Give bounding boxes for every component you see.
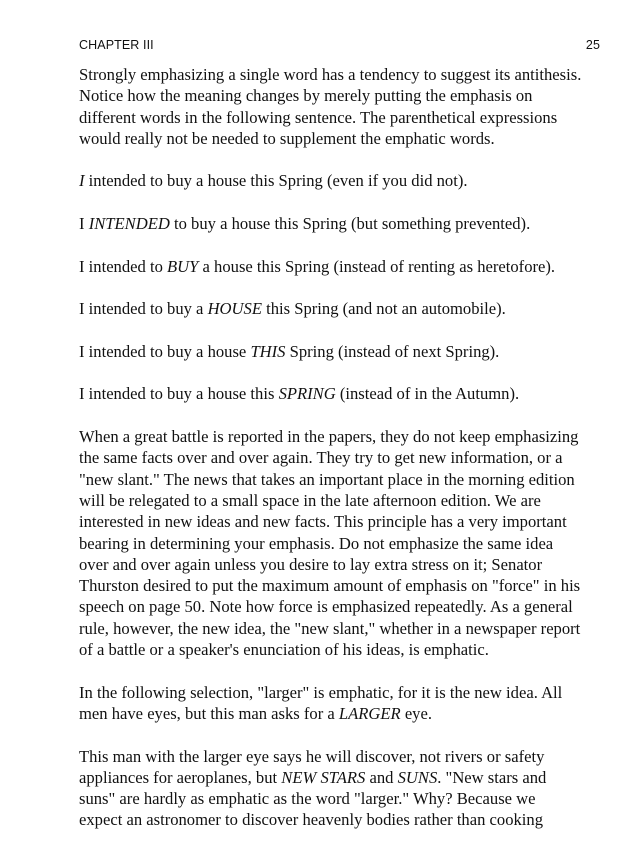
emphasized-word: SPRING bbox=[278, 384, 336, 404]
text-line: different words in the following sentence. The parenthetical expressions bbox=[79, 107, 558, 127]
example-text: I intended to buy a house bbox=[79, 341, 251, 361]
text-line: When a great battle is reported in the papers, they do not keep emphasizing bbox=[79, 427, 579, 447]
text-line: speech on page 50. Note how force is emphasized repeatedly. As a general bbox=[79, 597, 573, 617]
example-text: I intended to buy a bbox=[79, 299, 208, 319]
emphasized-word: SUNS bbox=[397, 767, 438, 787]
paragraph-battle bbox=[79, 426, 619, 660]
text-line: over and over again unless you desire to lay extra stress on it; Senator bbox=[79, 554, 543, 574]
example-text: I intended to bbox=[79, 256, 168, 276]
body-text bbox=[79, 64, 619, 852]
example-sentence-4 bbox=[79, 298, 619, 319]
page-number: 25 bbox=[585, 38, 600, 52]
example-text: this Spring (and not an automobile). bbox=[261, 299, 506, 319]
emphasized-word: LARGER bbox=[338, 703, 401, 723]
example-text: Spring (instead of next Spring). bbox=[285, 341, 500, 361]
line-text: eye. bbox=[400, 703, 432, 723]
line-text: men have eyes, but this man asks for a bbox=[79, 703, 339, 723]
example-text: intended to buy a house this Spring (even if you did not). bbox=[84, 171, 468, 191]
line-text: . "New stars and bbox=[437, 767, 547, 787]
text-line: Strongly emphasizing a single word has a tendency to suggest its antithesis. bbox=[79, 65, 582, 84]
paragraph-astronomer bbox=[79, 746, 619, 831]
text-line: In the following selection, "larger" is emphatic, for it is the new idea. All bbox=[79, 682, 563, 702]
text-line: expect an astronomer to discover heavenly bodies rather than cooking bbox=[79, 810, 544, 830]
text-line: the same facts over and over again. They try to get new information, or a bbox=[79, 448, 563, 468]
example-text: to buy a house this Spring (but something prevented). bbox=[169, 214, 531, 234]
example-sentence-6 bbox=[79, 383, 619, 404]
text-line: Notice how the meaning changes by merely putting the emphasis on bbox=[79, 86, 533, 106]
line-text: and bbox=[365, 767, 398, 787]
text-line bbox=[79, 703, 619, 724]
text-line: will be relegated to a small space in the late afternoon edition. We are bbox=[79, 490, 541, 510]
example-sentence-3 bbox=[79, 256, 619, 277]
emphasized-word: HOUSE bbox=[207, 299, 262, 319]
emphasized-word: INTENDED bbox=[88, 214, 170, 234]
example-text: a house this Spring (instead of renting as heretofore). bbox=[198, 256, 556, 276]
text-line: Thurston desired to put the maximum amount of emphasis on "force" in his bbox=[79, 576, 581, 596]
text-line: suns" are hardly as emphatic as the word "larger." Why? Because we bbox=[79, 789, 536, 809]
paragraph-larger bbox=[79, 682, 619, 725]
paragraph-intro bbox=[79, 64, 619, 149]
line-text: appliances for aeroplanes, but bbox=[79, 767, 282, 787]
example-text: (instead of in the Autumn). bbox=[335, 384, 520, 404]
chapter-title: CHAPTER III bbox=[79, 38, 154, 52]
emphasized-word: I bbox=[79, 171, 85, 191]
text-line: would really not be needed to supplement the emphatic words. bbox=[79, 128, 495, 148]
example-sentence-2 bbox=[79, 213, 619, 234]
text-line: This man with the larger eye says he will discover, not rivers or safety bbox=[79, 746, 545, 766]
example-sentence-5 bbox=[79, 341, 619, 362]
example-text: I bbox=[79, 214, 89, 234]
text-line: "new slant." The news that takes an important place in the morning edition bbox=[79, 469, 575, 489]
example-text: I intended to buy a house this bbox=[79, 384, 279, 404]
text-line: rule, however, the new idea, the "new slant," whether in a newspaper report bbox=[79, 618, 581, 638]
emphasized-word: BUY bbox=[167, 256, 199, 276]
text-line bbox=[79, 767, 619, 788]
emphasized-word: THIS bbox=[250, 341, 286, 361]
text-line: interested in new ideas and new facts. This principle has a very important bbox=[79, 512, 567, 532]
emphasized-word: NEW STARS bbox=[281, 767, 366, 787]
text-line: of a battle or a speaker's enunciation of his ideas, is emphatic. bbox=[79, 640, 489, 660]
text-line: bearing in determining your emphasis. Do not emphasize the same idea bbox=[79, 533, 554, 553]
example-sentence-1 bbox=[79, 170, 619, 191]
